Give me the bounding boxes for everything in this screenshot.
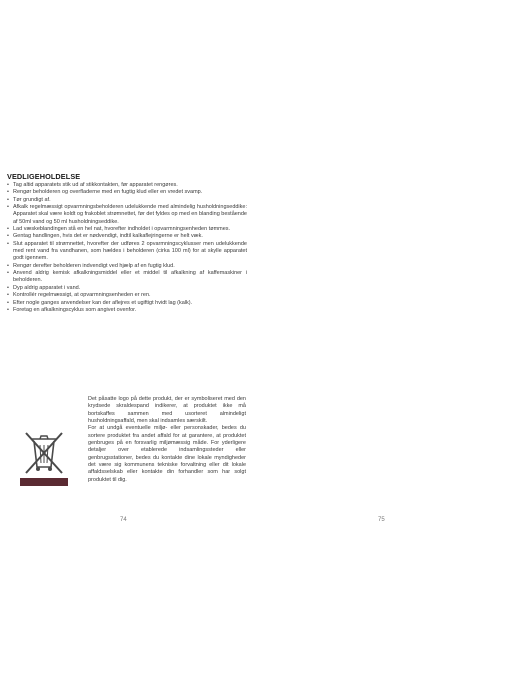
list-item: • Foretag en afkalkningscyklus som angivet ovenfor.	[7, 307, 247, 314]
page-number: 74	[120, 517, 127, 523]
page-number: 75	[378, 517, 385, 523]
list-item: • Tag altid apparatets stik ud af stikkontakten, før apparatet rengøres.	[7, 182, 247, 189]
list-item: • Gentag handlingen, hvis det er nødvendigt, indtil kalkaflejringerne er helt væk.	[7, 233, 247, 240]
maintenance-list	[7, 182, 247, 314]
bin-underline-bar	[20, 478, 68, 486]
section-heading: VEDLIGEHOLDELSE	[7, 172, 81, 181]
crossed-out-wheelie-bin-icon	[20, 427, 68, 487]
disposal-text	[88, 396, 246, 484]
list-item: • Dyp aldrig apparatet i vand.	[7, 285, 247, 292]
list-item: • Efter nogle ganges anvendelser kan der aflejres et ugiftigt hvidt lag (kalk).	[7, 300, 247, 307]
disposal-paragraph: Det påsatte logo på dette produkt, der er symboliseret med den krydsede skraldespand indikerer, at produktet ikke må bortskaffes sammen med usorteret almindeligt husholdningsaffald, men skal indsamles særskilt.	[88, 396, 246, 425]
list-item: • Rengør beholderen og overfladerne med en fugtig klud eller en vredet svamp.	[7, 189, 247, 196]
list-item: • Afkalk regelmæssigt opvarmningsbeholderen udelukkende med almindelig husholdningseddike: Apparatet skal være koldt og frakoblet strømnettet, før det fyldes op med en blanding bestående af 50ml vand og 50 ml husholdningseddike.	[7, 204, 247, 226]
list-item: • Tør grundigt af.	[7, 197, 247, 204]
list-item: • Lad væskeblandingen stå en hel nat, hvorefter indholdet i opvarmningsenheden tømmes.	[7, 226, 247, 233]
disposal-paragraph: For at undgå eventuelle miljø- eller personskader, bedes du sortere produktet fra andet affald for at garantere, at produktet genbruges på en forsvarlig miljømæssig måde. For yderligere detaljer over etablerede indsamlingssteder eller genbrugsstationer, bedes du kontakte dine lokale myndigheder det være sig kommunens tekniske forvaltning eller dit lokale affaldsselskab eller kontakte din forhandler som har solgt produktet til dig.	[88, 425, 246, 483]
list-item: • Kontrollér regelmæssigt, at opvarmningsenheden er ren.	[7, 292, 247, 299]
right-page	[254, 0, 508, 696]
list-item: • Rengør derefter beholderen indvendigt ved hjælp af en fugtig klud.	[7, 263, 247, 270]
list-item: • Slut apparatet til strømnettet, hvorefter der udføres 2 opvarmningscyklusser men udelukkende med rent vand fra vandhanen, som hældes i beholderen (cirka 100 ml) for at skylle apparatet godt igennem.	[7, 241, 247, 263]
list-item: • Anvend aldrig kemisk afkalkningsmiddel eller et middel til afkalkning af kaffemaskiner i beholderen.	[7, 270, 247, 285]
